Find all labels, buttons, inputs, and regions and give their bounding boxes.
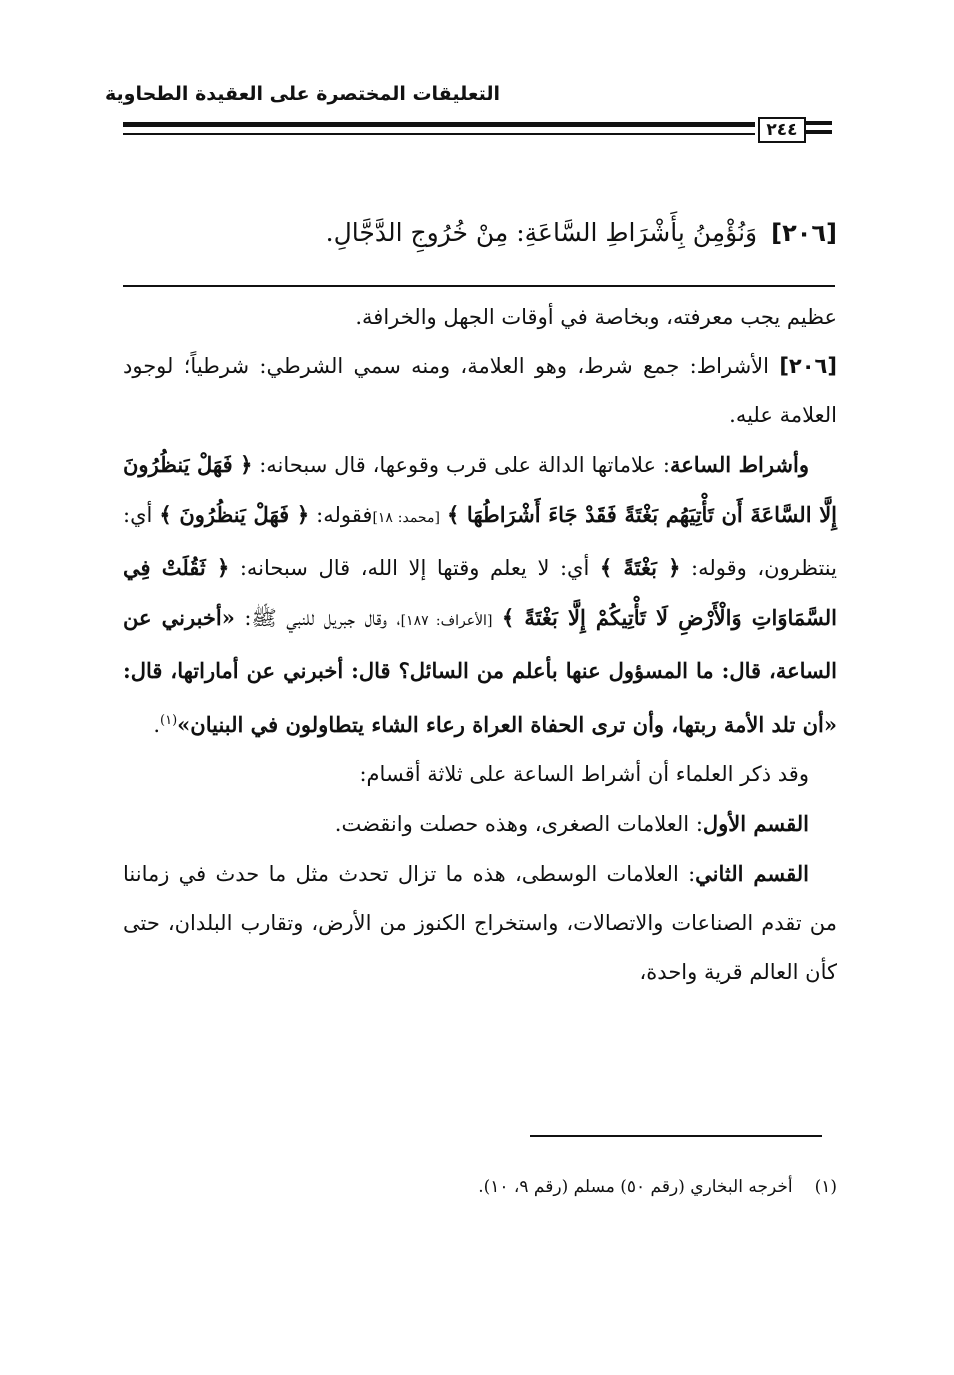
header-dash-bottom — [806, 130, 832, 134]
paragraph-3-part-e: ، وقال جبريل للنبي ﷺ: — [234, 606, 401, 630]
footnote — [478, 1177, 837, 1197]
page-number: ٢٤٤ — [758, 117, 806, 143]
hadith-jibril: «أخبرني عن الساعة، قال: ما المسؤول عنها بأعلم من السائل؟ قال: أخبرني عن أماراتها، قال: «أن تلد الأمة ربتها، وأن ترى الحفاة العراة رعاء الشاء يتطاولون في البنيان» — [123, 605, 837, 737]
footnote-marker: (١) — [160, 713, 178, 728]
footnote-rule — [530, 1135, 822, 1137]
header-dash-top — [806, 121, 832, 125]
paragraph-3-part-b: فقوله: — [309, 503, 373, 527]
running-header-title: التعليقات المختصرة على العقيدة الطحاوية — [105, 83, 500, 105]
verse-ref-1: [محمد: ١٨] — [372, 510, 440, 526]
paragraph-3-part-a: : علاماتها الدالة على قرب وقوعها، قال سبحانه: — [252, 453, 670, 477]
section-first-text: : العلامات الصغرى، وهذه حصلت وانقضت. — [334, 812, 703, 836]
paragraph-5 — [123, 799, 837, 849]
quran-verse-3: ﴿ بَغْتَةً ﴾ — [599, 555, 681, 580]
paragraph-2-text: الأشراط: جمع شرط، وهو العلامة، ومنه سمي الشرطي: شرطياً؛ لوجود العلامة عليه. — [123, 354, 837, 427]
paragraph-2 — [123, 342, 837, 440]
footnote-number: (١) — [814, 1177, 837, 1197]
matn-line — [326, 218, 837, 247]
paragraph-3 — [123, 440, 837, 750]
paragraph-3-part-c: أي: ينتظرون، وقوله: — [123, 503, 837, 580]
section-second-text: : العلامات الوسطى، هذه ما تزال تحدث مثل ما حدث في زماننا من تقدم الصناعات والاتصالات، واستخراج الكنوز من الأرض، وتقارب البلدان، حتى كأن العالم قرية واحدة، — [123, 862, 837, 984]
matn-number: [٢٠٦] — [771, 219, 837, 247]
footnote-text: أخرجه البخاري (رقم ٥٠) مسلم (رقم ٩، ١٠). — [478, 1177, 793, 1197]
commentary-body — [123, 293, 837, 997]
quran-verse-1: ﴿ فَهَلْ يَنظُرُونَ إِلَّا السَّاعَةَ أَن تَأْتِيَهُم بَغْتَةً فَقَدْ جَاءَ أَشْرَاطُهَا ﴾ — [123, 452, 838, 527]
paragraph-2-number: [٢٠٦] — [779, 354, 837, 378]
paragraph-3-end: . — [153, 713, 161, 737]
header-rule-thick — [123, 122, 755, 127]
paragraph-3-part-d: أي: لا يعلم وقتها إلا الله، قال سبحانه: — [229, 556, 600, 580]
quran-verse-2: ﴿ فَهَلْ يَنظُرُونَ ﴾ — [159, 502, 310, 527]
term-ashrat-alsaa: وأشراط الساعة — [669, 452, 809, 477]
section-second-label: القسم الثاني — [695, 861, 809, 886]
paragraph-6 — [123, 849, 837, 997]
matn-separator — [123, 285, 835, 287]
verse-ref-2: [الأعراف: ١٨٧] — [400, 613, 493, 629]
header-rule-thin — [123, 133, 755, 135]
paragraph-4: وقد ذكر العلماء أن أشراط الساعة على ثلاثة أقسام: — [359, 762, 809, 786]
matn-text: وَنُؤْمِنُ بِأَشْرَاطِ السَّاعَةِ: مِنْ خُرُوجِ الدَّجَّالِ. — [325, 218, 758, 247]
paragraph-1: عظيم يجب معرفته، وبخاصة في أوقات الجهل والخرافة. — [355, 305, 837, 329]
quran-verse-4: ﴿ ثَقُلَتْ فِي السَّمَاوَاتِ وَالْأَرْضِ لَا تَأْتِيكُمْ إِلَّا بَغْتَةً ﴾ — [123, 555, 837, 630]
section-first-label: القسم الأول — [702, 811, 809, 836]
